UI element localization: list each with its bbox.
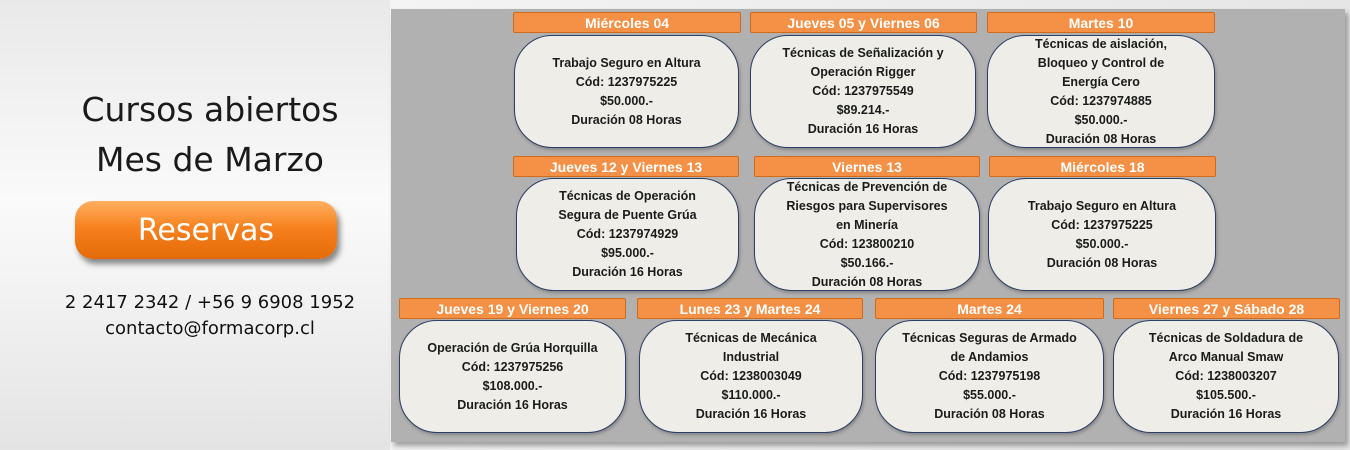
course-info-line: Segura de Puente Grúa	[558, 208, 697, 222]
course-date-header: Martes 10	[987, 12, 1215, 33]
course-schedule-panel	[391, 9, 1345, 442]
course-info-line: Técnicas de Soldadura de	[1148, 331, 1304, 345]
course-info-line: $108.000.-	[482, 378, 543, 393]
course-info-line: Cód: 1237974929	[576, 227, 679, 241]
course-info-line: Arco Manual Smaw	[1168, 350, 1284, 364]
course-info-line: Técnicas de Prevención de	[786, 179, 948, 194]
course-info-line: Duración 16 Horas	[807, 122, 919, 136]
course-info-line: Cód: 1237975198	[938, 369, 1041, 383]
course-info-line: Trabajo Seguro en Altura	[1027, 198, 1177, 213]
course-info-line: de Andamios	[950, 350, 1029, 364]
promo-title-line1: Cursos abiertos	[81, 90, 339, 129]
course-card	[516, 178, 739, 291]
course-card	[754, 178, 980, 291]
reservas-button[interactable]: Reservas	[75, 201, 337, 259]
course-info-line: Técnicas de Mecánica	[685, 331, 817, 345]
course-card	[1113, 320, 1339, 433]
course-info-line: Cód: 1237974885	[1050, 93, 1152, 108]
course-info-line: $95.000.-	[601, 246, 654, 260]
course-info-line: en Minería	[836, 217, 898, 232]
course-info-line: $89.214.-	[836, 103, 890, 117]
course-info-line: Cód: 1238003049	[700, 369, 802, 383]
course-card	[399, 320, 626, 433]
course-info-line: Duración 08 Horas	[934, 407, 1045, 421]
course-date-header: Viernes 13	[754, 156, 980, 177]
course-info-line: Energía Cero	[1062, 74, 1140, 89]
course-info-line: Técnicas de Señalización y	[782, 46, 944, 60]
course-info-line: Cód: 1237975549	[812, 84, 914, 98]
course-info-line: Bloqueo y Control de	[1037, 55, 1165, 70]
promo-title-line2: Mes de Marzo	[96, 140, 324, 179]
course-info-line: Técnicas Seguras de Armado	[902, 331, 1077, 345]
course-card	[875, 320, 1104, 433]
course-card	[639, 320, 863, 433]
course-card	[514, 35, 739, 148]
course-date-header: Jueves 19 y Viernes 20	[399, 298, 626, 319]
course-info-line: Trabajo Seguro en Altura	[552, 55, 701, 70]
course-info-line: Duración 08 Horas	[571, 112, 682, 127]
course-info-line: $50.000.-	[1075, 236, 1129, 251]
course-date-header: Miércoles 04	[513, 12, 741, 33]
course-info-line: Riesgos para Supervisores	[786, 198, 948, 213]
course-info-line: Duración 08 Horas	[1045, 131, 1157, 146]
course-date-header: Martes 24	[875, 298, 1104, 319]
course-info-line: Duración 08 Horas	[1046, 255, 1158, 270]
course-card	[750, 35, 976, 148]
course-info-line: $105.500.-	[1196, 388, 1256, 402]
course-info-line: Cód: 1237975225	[1051, 217, 1153, 232]
course-info-line: $50.000.-	[600, 93, 653, 108]
course-info-line: Técnicas de Operación	[559, 189, 696, 203]
course-date-header: Miércoles 18	[989, 156, 1216, 177]
course-info-line: Duración 16 Horas	[572, 265, 683, 279]
course-card	[988, 178, 1216, 291]
course-info-line: Industrial	[722, 350, 780, 364]
course-info-line: Cód: 1237975256	[461, 359, 564, 374]
course-info-line: Duración 16 Horas	[695, 407, 807, 421]
course-info-line: Duración 08 Horas	[811, 274, 923, 289]
course-date-header: Viernes 27 y Sábado 28	[1113, 298, 1340, 319]
course-card	[987, 35, 1215, 148]
course-info-line: $55.000.-	[963, 388, 1016, 402]
course-info-line: Duración 16 Horas	[1170, 407, 1282, 421]
course-info-line: $50.000.-	[1074, 112, 1128, 127]
course-info-line: Operación Rigger	[810, 65, 916, 79]
course-date-header: Jueves 05 y Viernes 06	[750, 12, 977, 33]
course-date-header: Lunes 23 y Martes 24	[637, 298, 863, 319]
course-info-line: $50.166.-	[840, 255, 894, 270]
course-info-line: Cód: 123800210	[819, 236, 915, 251]
course-info-line: Duración 16 Horas	[457, 397, 568, 412]
course-info-line: $110.000.-	[721, 388, 781, 402]
promo-panel	[0, 0, 390, 450]
course-info-line: Operación de Grúa Horquilla	[427, 340, 598, 355]
course-info-line: Cód: 1238003207	[1175, 369, 1277, 383]
contact-email: contacto@formacorp.cl	[105, 318, 315, 339]
course-info-line: Cód: 1237975225	[575, 74, 678, 89]
contact-phone: 2 2417 2342 / +56 9 6908 1952	[64, 292, 356, 313]
course-date-header: Jueves 12 y Viernes 13	[513, 156, 739, 177]
course-info-line: Técnicas de aislación,	[1034, 36, 1167, 51]
